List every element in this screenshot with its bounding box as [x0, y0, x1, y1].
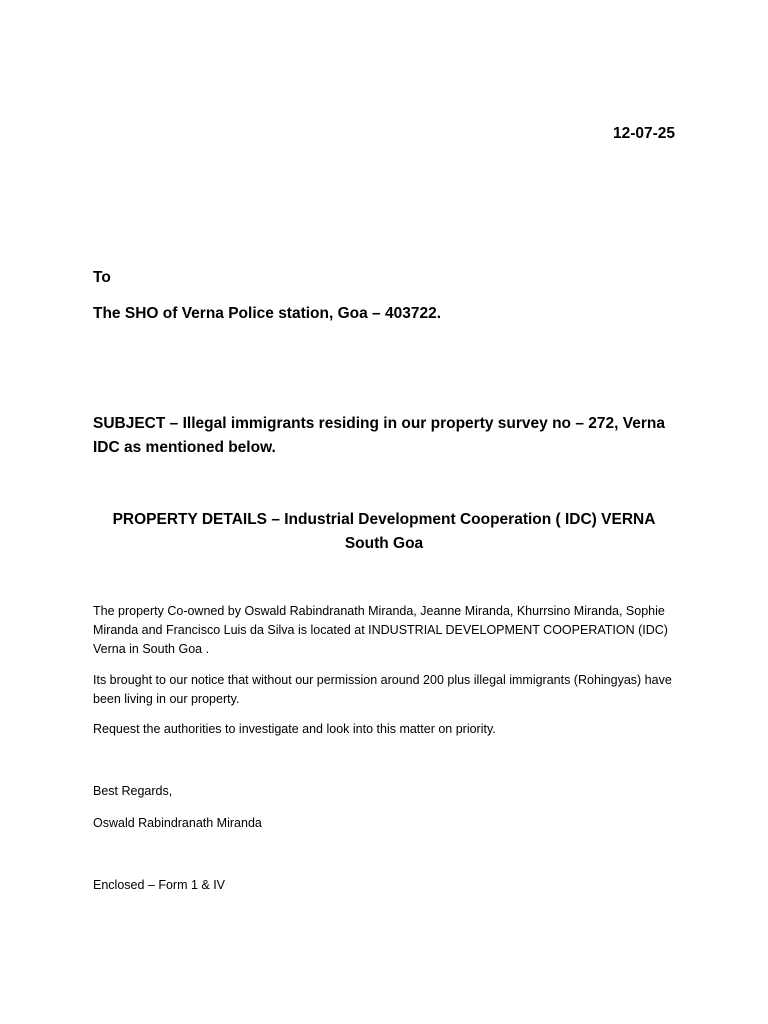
body-paragraph-notice: Its brought to our notice that without our permission around 200 plus illegal immigrants (Rohingyas) have been living in our property. [93, 673, 672, 706]
to-label: To [93, 269, 111, 286]
property-details-heading: PROPERTY DETAILS – Industrial Development Cooperation ( IDC) VERNA South Goa [112, 511, 656, 552]
subject-line: SUBJECT – Illegal immigrants residing in our property survey no – 272, Verna IDC as mentioned below. [93, 415, 665, 456]
body-paragraph-request: Request the authorities to investigate and look into this matter on priority. [93, 722, 496, 736]
signature-name: Oswald Rabindranath Miranda [93, 816, 262, 830]
closing-salutation: Best Regards, [93, 784, 173, 798]
body-paragraph-ownership: The property Co-owned by Oswald Rabindranath Miranda, Jeanne Miranda, Khurrsino Miranda, Sophie Miranda and Francisco Luis da Silva is located at INDUSTRIAL DEVELOPMENT COOPERATION (IDC) Verna in South Goa . [93, 604, 668, 656]
recipient-line: The SHO of Verna Police station, Goa – 403722. [93, 305, 442, 322]
enclosures-line: Enclosed – Form 1 & IV [93, 878, 226, 892]
letter-date: 12-07-25 [612, 125, 675, 142]
